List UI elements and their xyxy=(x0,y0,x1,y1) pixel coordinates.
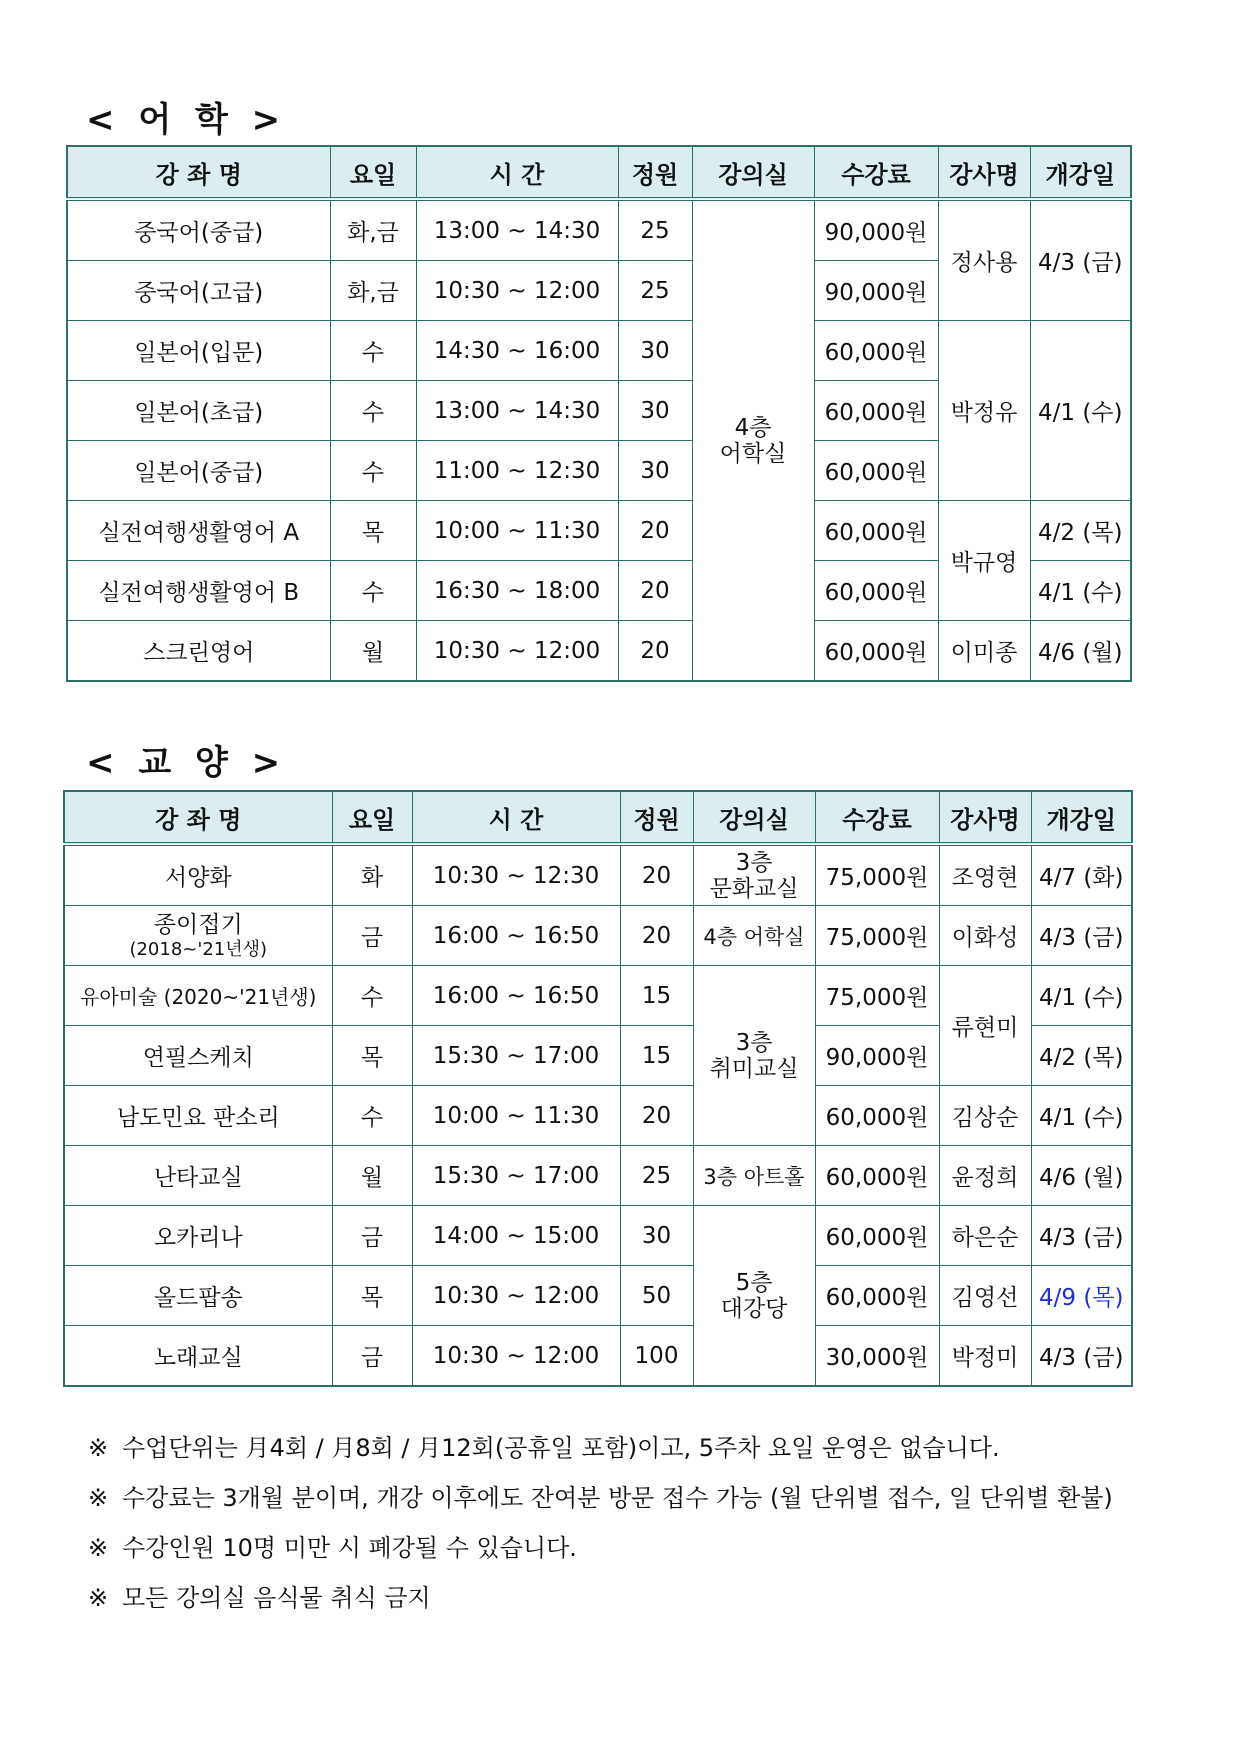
course-start-date: 4/3 (금) xyxy=(1030,199,1131,321)
course-capacity: 30 xyxy=(618,441,692,501)
course-day: 수 xyxy=(330,321,416,381)
course-fee: 60,000원 xyxy=(814,561,938,621)
course-day: 수 xyxy=(330,381,416,441)
header-start-date: 개강일 xyxy=(1031,791,1132,844)
header-fee: 수강료 xyxy=(814,146,938,199)
room-floor: 3층 xyxy=(735,1029,773,1056)
course-capacity: 25 xyxy=(618,199,692,261)
course-name: 실전여행생활영어 A xyxy=(67,501,330,561)
course-capacity: 20 xyxy=(620,1086,693,1146)
course-instructor: 박규영 xyxy=(938,501,1030,621)
header-start-date: 개강일 xyxy=(1030,146,1131,199)
table-row xyxy=(64,844,1132,906)
course-fee: 60,000원 xyxy=(815,1086,939,1146)
course-capacity: 15 xyxy=(620,1026,693,1086)
course-name: 서양화 xyxy=(64,844,332,906)
course-capacity: 20 xyxy=(618,621,692,682)
course-instructor: 김상순 xyxy=(939,1086,1031,1146)
header-fee: 수강료 xyxy=(815,791,939,844)
course-time: 10:30 ~ 12:00 xyxy=(416,261,618,321)
header-time: 시 간 xyxy=(412,791,620,844)
course-fee: 75,000원 xyxy=(815,906,939,966)
reference-mark-icon: ※ xyxy=(88,1584,109,1612)
room-name: 어학실 xyxy=(719,440,787,467)
room-floor: 5층 xyxy=(735,1269,773,1296)
culture-course-table xyxy=(63,790,1133,1387)
course-room: 3층 아트홀 xyxy=(693,1146,815,1206)
course-name-age: (2018~'21년생) xyxy=(129,938,268,960)
course-time: 16:00 ~ 16:50 xyxy=(412,906,620,966)
note-item xyxy=(88,1523,1113,1573)
course-room xyxy=(692,199,814,681)
course-fee: 60,000원 xyxy=(814,381,938,441)
header-instructor: 강사명 xyxy=(939,791,1031,844)
course-instructor: 조영현 xyxy=(939,844,1031,906)
course-room xyxy=(693,1206,815,1387)
reference-mark-icon: ※ xyxy=(88,1484,109,1512)
course-name-main: 종이접기 xyxy=(153,911,243,938)
notes-list xyxy=(88,1423,1113,1623)
course-day: 목 xyxy=(332,1026,412,1086)
course-room xyxy=(693,844,815,906)
room-floor: 3층 xyxy=(735,849,773,876)
note-text: 모든 강의실 음식물 취식 금지 xyxy=(122,1584,431,1612)
course-capacity: 25 xyxy=(620,1146,693,1206)
course-start-date: 4/3 (금) xyxy=(1031,1326,1132,1387)
course-capacity: 25 xyxy=(618,261,692,321)
header-course-name: 강 좌 명 xyxy=(67,146,330,199)
course-time: 14:30 ~ 16:00 xyxy=(416,321,618,381)
course-fee: 60,000원 xyxy=(814,621,938,682)
table-row xyxy=(64,966,1132,1026)
room-name: 취미교실 xyxy=(709,1055,799,1082)
course-capacity: 20 xyxy=(620,906,693,966)
course-time: 15:30 ~ 17:00 xyxy=(412,1146,620,1206)
course-room xyxy=(693,966,815,1146)
language-course-table xyxy=(66,145,1132,682)
note-item xyxy=(88,1473,1113,1523)
course-name: 연필스케치 xyxy=(64,1026,332,1086)
course-day: 화 xyxy=(332,844,412,906)
course-capacity: 20 xyxy=(620,844,693,906)
course-fee: 60,000원 xyxy=(814,441,938,501)
course-start-date: 4/6 (월) xyxy=(1031,1146,1132,1206)
course-day: 화,금 xyxy=(330,261,416,321)
course-fee: 30,000원 xyxy=(815,1326,939,1387)
course-instructor: 이미종 xyxy=(938,621,1030,682)
note-text: 수업단위는 月4회 / 月8회 / 月12회(공휴일 포함)이고, 5주차 요일 운영은 없습니다. xyxy=(122,1434,1000,1462)
course-start-date: 4/2 (목) xyxy=(1031,1026,1132,1086)
course-fee: 60,000원 xyxy=(815,1146,939,1206)
room-name: 문화교실 xyxy=(709,875,799,902)
course-time: 10:00 ~ 11:30 xyxy=(416,501,618,561)
table-header-row xyxy=(67,146,1131,199)
note-item xyxy=(88,1573,1113,1623)
note-text: 수강인원 10명 미만 시 폐강될 수 있습니다. xyxy=(122,1534,577,1562)
course-start-date: 4/7 (화) xyxy=(1031,844,1132,906)
course-name: 일본어(초급) xyxy=(67,381,330,441)
table-row xyxy=(64,1326,1132,1387)
header-course-name: 강 좌 명 xyxy=(64,791,332,844)
language-section-title: < 어 학 > xyxy=(86,100,287,140)
note-text: 수강료는 3개월 분이며, 개강 이후에도 잔여분 방문 접수 가능 (월 단위별 접수, 일 단위별 환불) xyxy=(122,1484,1113,1512)
course-name: 실전여행생활영어 B xyxy=(67,561,330,621)
course-start-date: 4/6 (월) xyxy=(1030,621,1131,682)
course-capacity: 30 xyxy=(618,321,692,381)
course-room: 4층 어학실 xyxy=(693,906,815,966)
course-time: 13:00 ~ 14:30 xyxy=(416,199,618,261)
culture-section-title: < 교 양 > xyxy=(86,743,287,783)
course-capacity: 20 xyxy=(618,561,692,621)
header-room: 강의실 xyxy=(693,791,815,844)
table-row xyxy=(64,1206,1132,1266)
course-name: 오카리나 xyxy=(64,1206,332,1266)
course-capacity: 100 xyxy=(620,1326,693,1387)
table-row xyxy=(67,621,1131,682)
course-fee: 60,000원 xyxy=(814,321,938,381)
reference-mark-icon: ※ xyxy=(88,1534,109,1562)
course-fee: 60,000원 xyxy=(815,1266,939,1326)
course-start-date: 4/1 (수) xyxy=(1031,1086,1132,1146)
course-fee: 60,000원 xyxy=(814,501,938,561)
course-time: 10:00 ~ 11:30 xyxy=(412,1086,620,1146)
course-time: 15:30 ~ 17:00 xyxy=(412,1026,620,1086)
course-capacity: 15 xyxy=(620,966,693,1026)
course-instructor: 윤정희 xyxy=(939,1146,1031,1206)
course-name: 스크린영어 xyxy=(67,621,330,682)
course-capacity: 50 xyxy=(620,1266,693,1326)
header-day: 요일 xyxy=(332,791,412,844)
course-start-date: 4/1 (수) xyxy=(1030,321,1131,501)
course-time: 16:30 ~ 18:00 xyxy=(416,561,618,621)
course-instructor: 류현미 xyxy=(939,966,1031,1086)
course-instructor: 김영선 xyxy=(939,1266,1031,1326)
room-floor: 4층 xyxy=(734,414,772,441)
course-instructor: 박정유 xyxy=(938,321,1030,501)
table-row xyxy=(67,199,1131,261)
course-fee: 90,000원 xyxy=(814,199,938,261)
course-day: 금 xyxy=(332,1326,412,1387)
table-row xyxy=(64,906,1132,966)
course-name: 일본어(입문) xyxy=(67,321,330,381)
course-name: 중국어(고급) xyxy=(67,261,330,321)
course-time: 11:00 ~ 12:30 xyxy=(416,441,618,501)
course-name: 중국어(중급) xyxy=(67,199,330,261)
course-fee: 90,000원 xyxy=(815,1026,939,1086)
header-capacity: 정원 xyxy=(618,146,692,199)
course-time: 10:30 ~ 12:00 xyxy=(416,621,618,682)
course-fee: 90,000원 xyxy=(814,261,938,321)
header-instructor: 강사명 xyxy=(938,146,1030,199)
course-name: 남도민요 판소리 xyxy=(64,1086,332,1146)
room-name: 대강당 xyxy=(720,1295,788,1322)
course-instructor: 박정미 xyxy=(939,1326,1031,1387)
course-instructor: 정사용 xyxy=(938,199,1030,321)
course-day: 월 xyxy=(332,1146,412,1206)
course-start-date-highlighted: 4/9 (목) xyxy=(1031,1266,1132,1326)
course-capacity: 20 xyxy=(618,501,692,561)
course-time: 14:00 ~ 15:00 xyxy=(412,1206,620,1266)
course-time: 13:00 ~ 14:30 xyxy=(416,381,618,441)
header-day: 요일 xyxy=(330,146,416,199)
table-row xyxy=(64,1266,1132,1326)
course-name: 올드팝송 xyxy=(64,1266,332,1326)
table-row xyxy=(64,1086,1132,1146)
course-day: 수 xyxy=(330,441,416,501)
course-day: 금 xyxy=(332,1206,412,1266)
course-time: 16:00 ~ 16:50 xyxy=(412,966,620,1026)
course-instructor: 이화성 xyxy=(939,906,1031,966)
course-start-date: 4/3 (금) xyxy=(1031,1206,1132,1266)
header-room: 강의실 xyxy=(692,146,814,199)
course-time: 10:30 ~ 12:00 xyxy=(412,1266,620,1326)
course-start-date: 4/1 (수) xyxy=(1031,966,1132,1026)
course-name: 난타교실 xyxy=(64,1146,332,1206)
course-capacity: 30 xyxy=(620,1206,693,1266)
course-day: 수 xyxy=(332,966,412,1026)
course-time: 10:30 ~ 12:00 xyxy=(412,1326,620,1387)
course-start-date: 4/1 (수) xyxy=(1030,561,1131,621)
course-day: 목 xyxy=(330,501,416,561)
table-row xyxy=(67,501,1131,561)
header-capacity: 정원 xyxy=(620,791,693,844)
course-fee: 60,000원 xyxy=(815,1206,939,1266)
course-name: 노래교실 xyxy=(64,1326,332,1387)
course-instructor: 하은순 xyxy=(939,1206,1031,1266)
course-name: 일본어(중급) xyxy=(67,441,330,501)
reference-mark-icon: ※ xyxy=(88,1434,109,1462)
course-day: 수 xyxy=(330,561,416,621)
course-fee: 75,000원 xyxy=(815,966,939,1026)
header-time: 시 간 xyxy=(416,146,618,199)
course-capacity: 30 xyxy=(618,381,692,441)
note-item xyxy=(88,1423,1113,1473)
course-name xyxy=(64,906,332,966)
table-row xyxy=(67,321,1131,381)
course-day: 월 xyxy=(330,621,416,682)
course-day: 화,금 xyxy=(330,199,416,261)
table-header-row xyxy=(64,791,1132,844)
course-day: 금 xyxy=(332,906,412,966)
course-time: 10:30 ~ 12:30 xyxy=(412,844,620,906)
table-row xyxy=(64,1146,1132,1206)
course-day: 목 xyxy=(332,1266,412,1326)
course-name: 유아미술 (2020~'21년생) xyxy=(64,966,332,1026)
course-start-date: 4/3 (금) xyxy=(1031,906,1132,966)
course-day: 수 xyxy=(332,1086,412,1146)
course-start-date: 4/2 (목) xyxy=(1030,501,1131,561)
course-fee: 75,000원 xyxy=(815,844,939,906)
